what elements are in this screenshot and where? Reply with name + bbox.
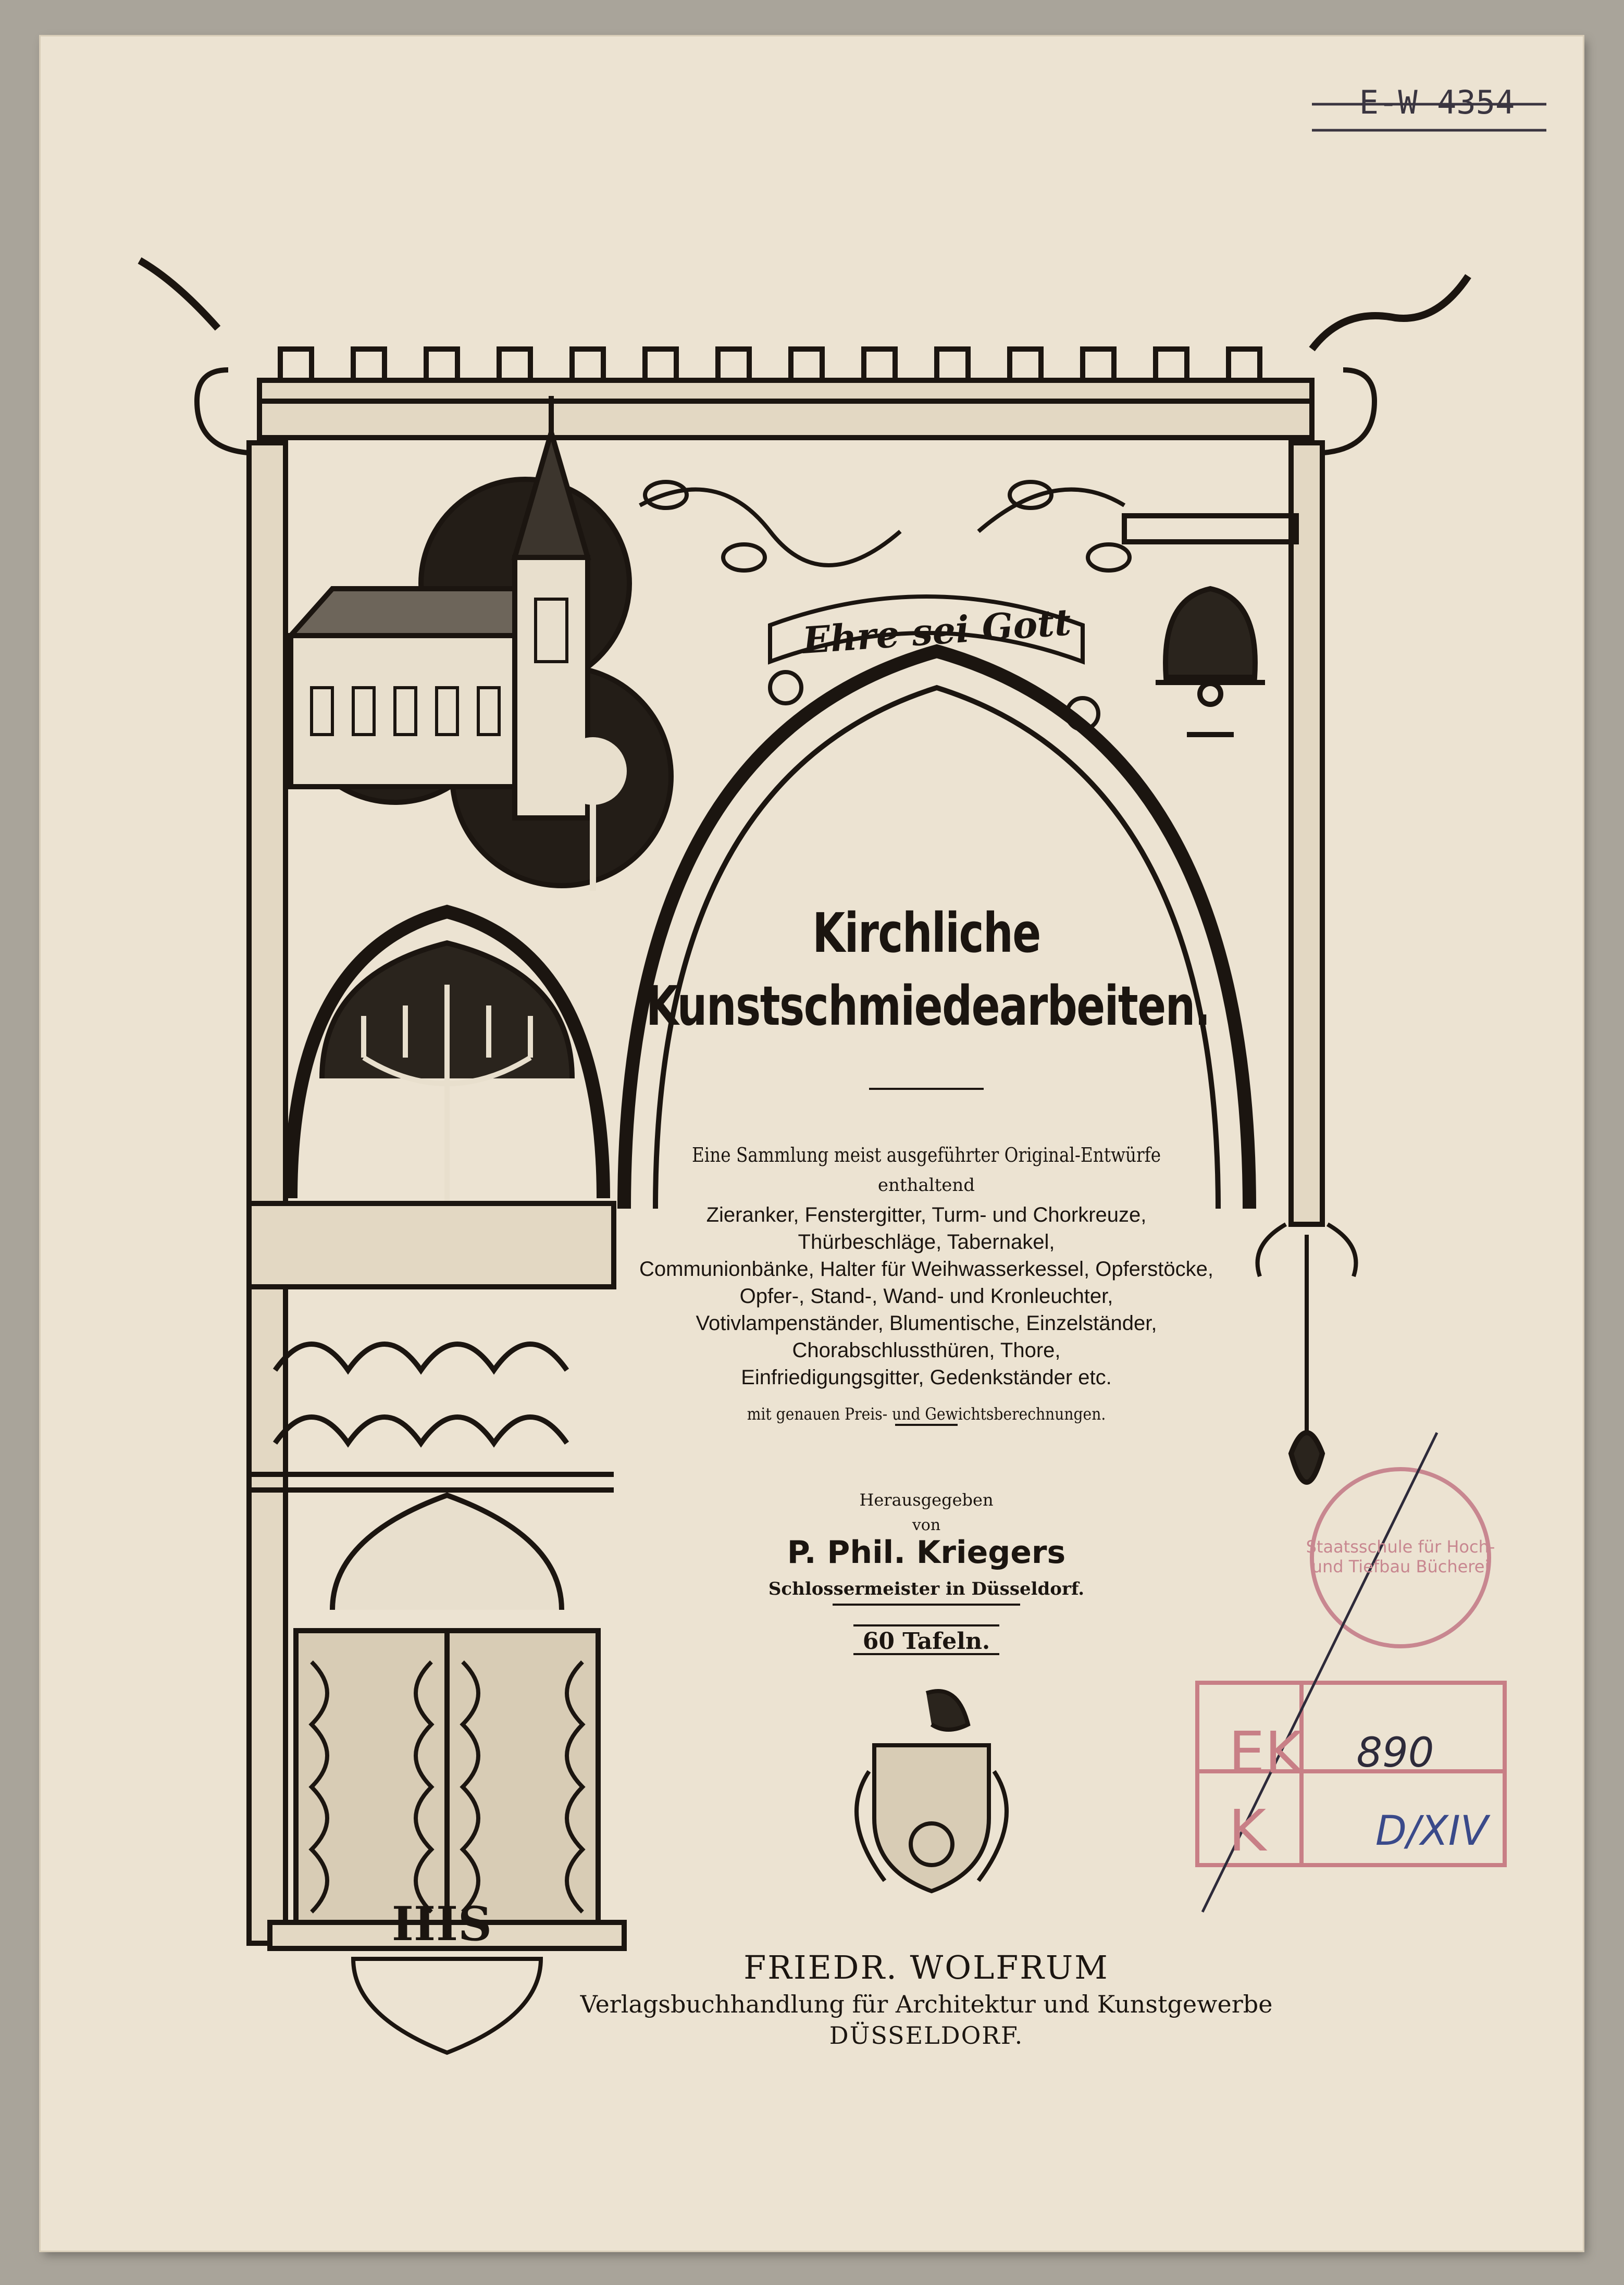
publisher-city: DÜSSELDORF. [829,2021,1024,2050]
lower-gate [249,1203,624,1948]
title-page [41,36,1583,2251]
content-item-7: Einfriedigungsgitter, Gedenkständer etc. [741,1366,1112,1389]
content-item-4: Opfer-, Stand-, Wand- und Kronleuchter, [739,1285,1113,1308]
ihs-monogram: IHS [391,1896,492,1952]
author-role: Schlossermeister in Düsseldorf. [768,1579,1085,1599]
right-post [1291,443,1322,1224]
intro-line: Eine Sammlung meist ausgeführter Original-Entwürfe [691,1144,1161,1166]
title-line-1: Kirchliche [812,901,1040,965]
register-stamp-ek: EK [1229,1719,1303,1786]
right-pendant [1258,1224,1356,1482]
content-item-2: Thürbeschläge, Tabernakel, [798,1231,1055,1253]
shelfmark: E-W 4354 [1359,83,1515,121]
handwritten-number: 890 [1356,1730,1434,1777]
church-medallion [291,396,671,891]
coat-of-arms-icon [857,1691,1007,1891]
von-label: von [912,1516,941,1534]
title-line-2: Kunstschmiedearbeiten. [646,974,1210,1038]
content-item-6: Chorabschlussthüren, Thore, [792,1339,1061,1362]
enthaltend-line: enthaltend [877,1175,975,1196]
left-finial [140,260,218,328]
ihs-shield [353,1959,541,2053]
content-item-5: Votivlampenständer, Blumentische, Einzelständer, [696,1312,1157,1335]
bell-icon [1124,516,1296,735]
publisher-subtitle: Verlagsbuchhandlung für Architektur und Kunstgewerbe [580,1990,1273,2018]
author-name: P. Phil. Kriegers [787,1534,1066,1571]
price-weight-line: mit genauen Preis- und Gewichtsberechnungen. [747,1404,1106,1424]
handwritten-code: D/XIV [1375,1808,1489,1855]
content-item-3: Communionbänke, Halter für Weihwasserkessel, Opferstöcke, [639,1258,1213,1281]
plates-count: 60 Tafeln. [862,1628,990,1655]
herausgegeben-label: Herausgegeben [859,1490,994,1510]
right-finial [1312,276,1468,349]
motto-text: Ehre sei Gott [801,600,1073,662]
frame-top-beam [259,380,1312,438]
library-stamp-text: Staatsschule für Hoch- und Tiefbau Bücherei [1306,1537,1495,1576]
left-post [249,443,286,1943]
content-item-1: Zieranker, Fenstergitter, Turm- und Chorkreuze, [706,1203,1147,1226]
register-stamp-k: K [1229,1797,1267,1864]
publisher-name: FRIEDR. WOLFRUM [743,1948,1109,1986]
crenellations [280,349,1260,380]
